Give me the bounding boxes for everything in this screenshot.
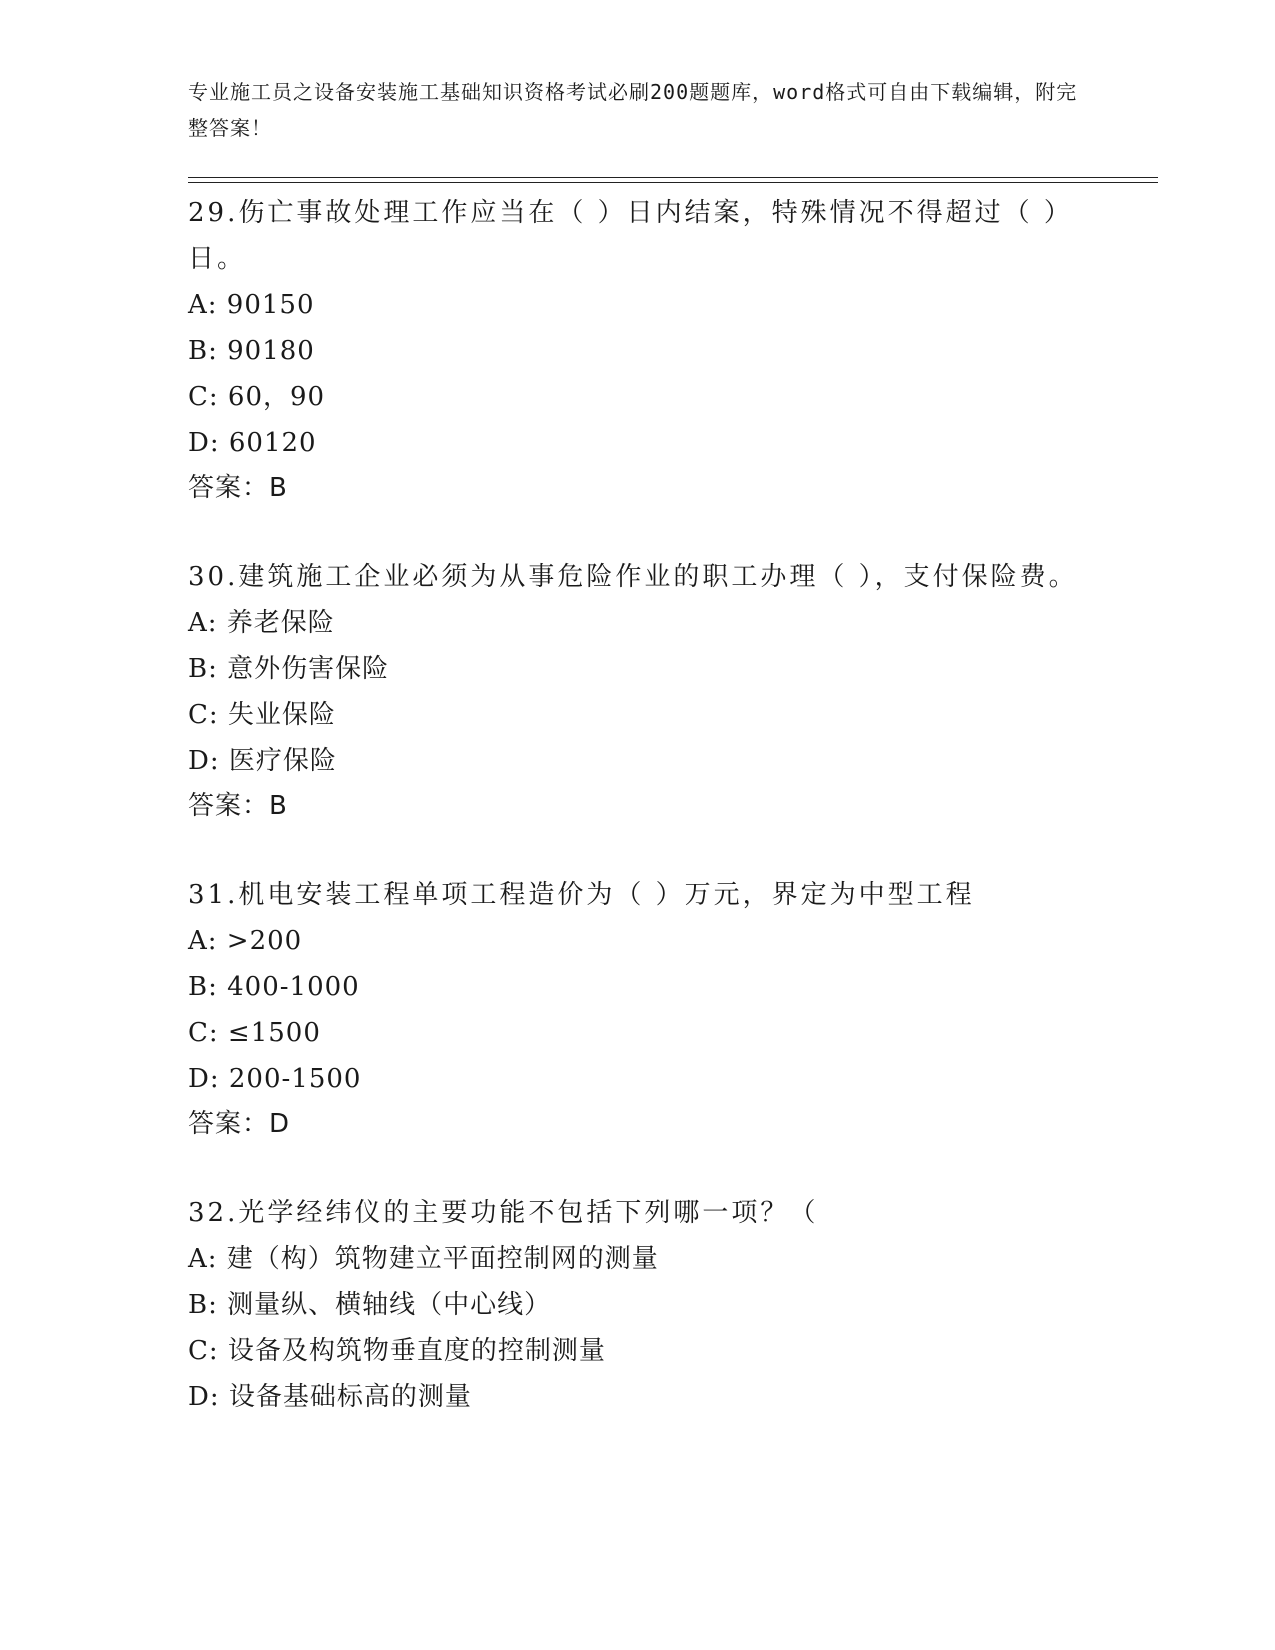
question-spacer <box>188 828 1088 872</box>
question-stem: 29.伤亡事故处理工作应当在（ ）日内结案，特殊情况不得超过（ ）日。 <box>188 198 1073 274</box>
option-a: A: >200 <box>188 926 303 956</box>
question-stem: 32.光学经纬仪的主要功能不包括下列哪一项？（ <box>188 1198 819 1228</box>
question-stem: 30.建筑施工企业必须为从事危险作业的职工办理（ ），支付保险费。 <box>188 562 1078 592</box>
option-d: D: 医疗保险 <box>188 746 337 776</box>
answer-line: 答案：D <box>188 1109 291 1139</box>
question-29 <box>188 190 1088 510</box>
question-spacer <box>188 510 1088 554</box>
option-d: D: 设备基础标高的测量 <box>188 1382 472 1412</box>
document-header: 专业施工员之设备安装施工基础知识资格考试必刷200题题库，word格式可自由下载编辑，附完整答案！ <box>188 80 1078 140</box>
option-c: C: 60，90 <box>188 382 326 412</box>
option-c: C: ≤1500 <box>188 1018 321 1048</box>
option-a: A: 90150 <box>188 290 315 320</box>
option-b: B: 测量纵、横轴线（中心线） <box>188 1290 552 1320</box>
option-c: C: 设备及构筑物垂直度的控制测量 <box>188 1336 606 1366</box>
header-divider-top <box>188 177 1158 178</box>
question-spacer <box>188 1146 1088 1190</box>
question-32 <box>188 1190 1088 1420</box>
option-c: C: 失业保险 <box>188 700 336 730</box>
option-d: D: 60120 <box>188 428 317 458</box>
answer-line: 答案：B <box>188 791 288 821</box>
option-b: B: 意外伤害保险 <box>188 654 390 684</box>
option-b: B: 90180 <box>188 336 315 366</box>
option-a: A: 建（构）筑物建立平面控制网的测量 <box>188 1244 659 1274</box>
header-divider-bottom <box>188 182 1158 183</box>
answer-line: 答案：B <box>188 473 288 503</box>
option-b: B: 400-1000 <box>188 972 360 1002</box>
option-a: A: 养老保险 <box>188 608 335 638</box>
question-stem: 31.机电安装工程单项工程造价为（ ）万元，界定为中型工程 <box>188 880 975 910</box>
question-list <box>188 190 1088 1420</box>
question-31 <box>188 872 1088 1146</box>
question-30 <box>188 554 1088 828</box>
option-d: D: 200-1500 <box>188 1064 362 1094</box>
